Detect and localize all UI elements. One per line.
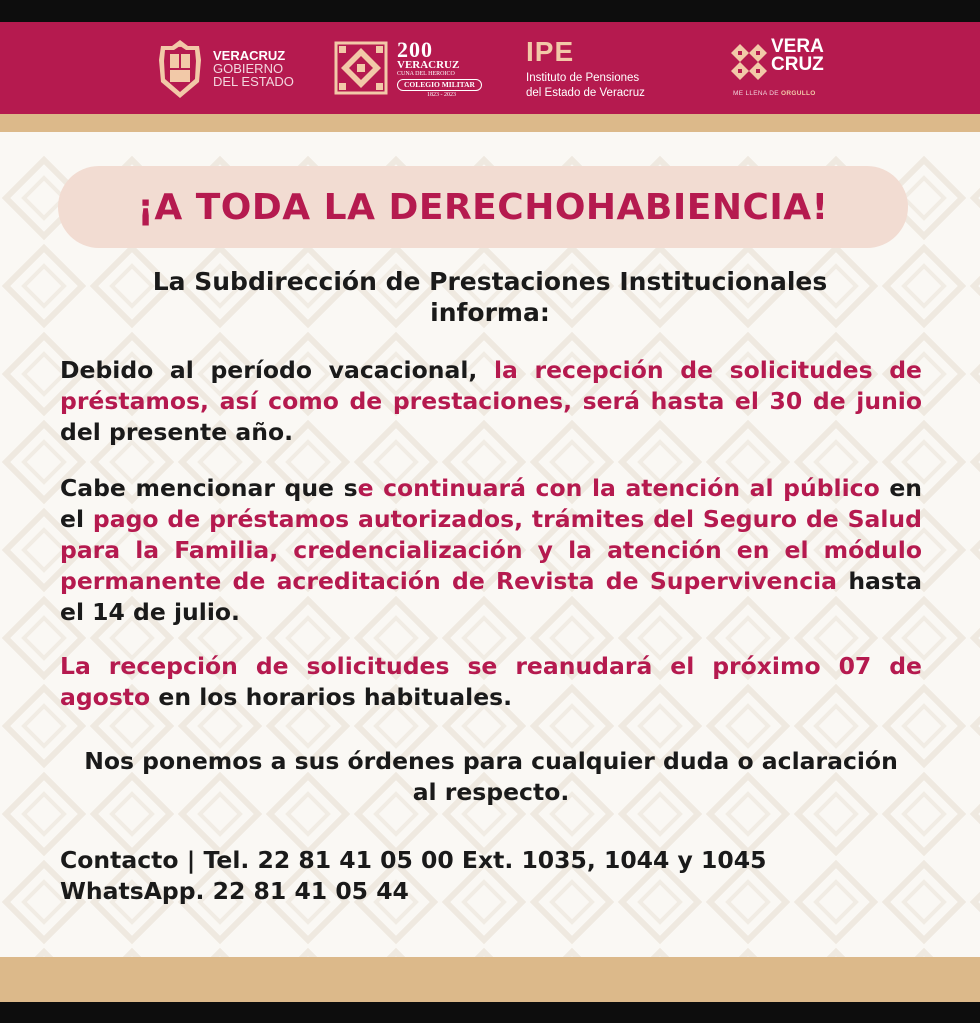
- anniv-number: 200: [397, 37, 433, 62]
- vera-word-2: CRUZ: [771, 54, 824, 75]
- geometric-emblem-icon: [333, 40, 389, 96]
- p2-text-a: Cabe mencionar que s: [60, 474, 358, 502]
- paragraph-services: [60, 473, 922, 628]
- title-banner: [58, 166, 908, 248]
- p2-highlight-2: pago de préstamos autorizados, trámites del Seguro de Salud para la Familia, credencialización y la atención en el módulo permanente de acreditación de Revista de Supervivencia: [60, 505, 922, 595]
- subtitle-line-2: informa:: [430, 298, 550, 327]
- anniv-years: 1823 - 2023: [427, 92, 456, 98]
- contact-phone: Contacto | Tel. 22 81 41 05 00 Ext. 1035, 1044 y 1045: [60, 846, 767, 874]
- p2-text-c: en el: [60, 474, 922, 533]
- paragraph-resume: [60, 651, 922, 713]
- closing-line-1: Nos ponemos a sus órdenes para cualquier duda o aclaración: [84, 747, 898, 775]
- vera-tag-bold: ORGULLO: [781, 90, 816, 97]
- anniv-college: COLEGIO MILITAR: [397, 79, 482, 91]
- contact-block: [60, 845, 922, 907]
- gov-line-2: GOBIERNO: [213, 61, 284, 76]
- gov-line-3: DEL ESTADO: [213, 74, 294, 89]
- vera-tagline: [733, 90, 816, 97]
- p1-highlight: la recepción de solicitudes de préstamos, así como de prestaciones, será hasta el 30 de junio: [60, 356, 922, 415]
- ipe-name-line-1: Instituto de Pensiones: [526, 72, 640, 84]
- paragraph-closing: [60, 746, 922, 808]
- announcement-title: ¡A TODA LA DERECHOHABIENCIA!: [137, 186, 829, 228]
- paragraph-vacation: [60, 355, 922, 448]
- p1-text-a: Debido al período vacacional,: [60, 356, 494, 384]
- state-coat-of-arms-icon: [155, 38, 205, 100]
- subtitle-line-1: La Subdirección de Prestaciones Institucionales: [152, 267, 828, 296]
- anniv-name: VERACRUZ: [397, 59, 460, 71]
- announcement-subtitle: [60, 266, 920, 328]
- vera-word-1: VERA: [771, 36, 824, 57]
- vera-tag-pre: ME LLENA DE: [733, 90, 782, 97]
- gov-line-1: VERACRUZ: [213, 48, 286, 63]
- announcement-poster: [0, 22, 980, 1002]
- p2-text-e: hasta el 14 de julio.: [60, 567, 922, 626]
- p3-text-b: en los horarios habituales.: [150, 683, 513, 711]
- p1-text-c: del presente año.: [60, 418, 294, 446]
- header-bar: [0, 22, 980, 114]
- p3-highlight: La recepción de solicitudes se reanudará el próximo 07 de agosto: [60, 652, 922, 711]
- p2-highlight-1: e continuará con la atención al público: [357, 474, 880, 502]
- gold-band-bottom: [0, 957, 980, 1002]
- vera-cruz-pattern-icon: [731, 44, 767, 80]
- ipe-acronym: IPE: [526, 36, 575, 67]
- ipe-name-line-2: del Estado de Veracruz: [526, 87, 645, 99]
- anniv-sub: CUNA DEL HEROICO: [397, 71, 455, 77]
- vera-cruz-wordmark: [771, 38, 824, 74]
- gold-band-top: [0, 114, 980, 132]
- contact-whatsapp: WhatsApp. 22 81 41 05 44: [60, 877, 409, 905]
- closing-line-2: al respecto.: [412, 778, 570, 806]
- ipe-name: [526, 71, 645, 101]
